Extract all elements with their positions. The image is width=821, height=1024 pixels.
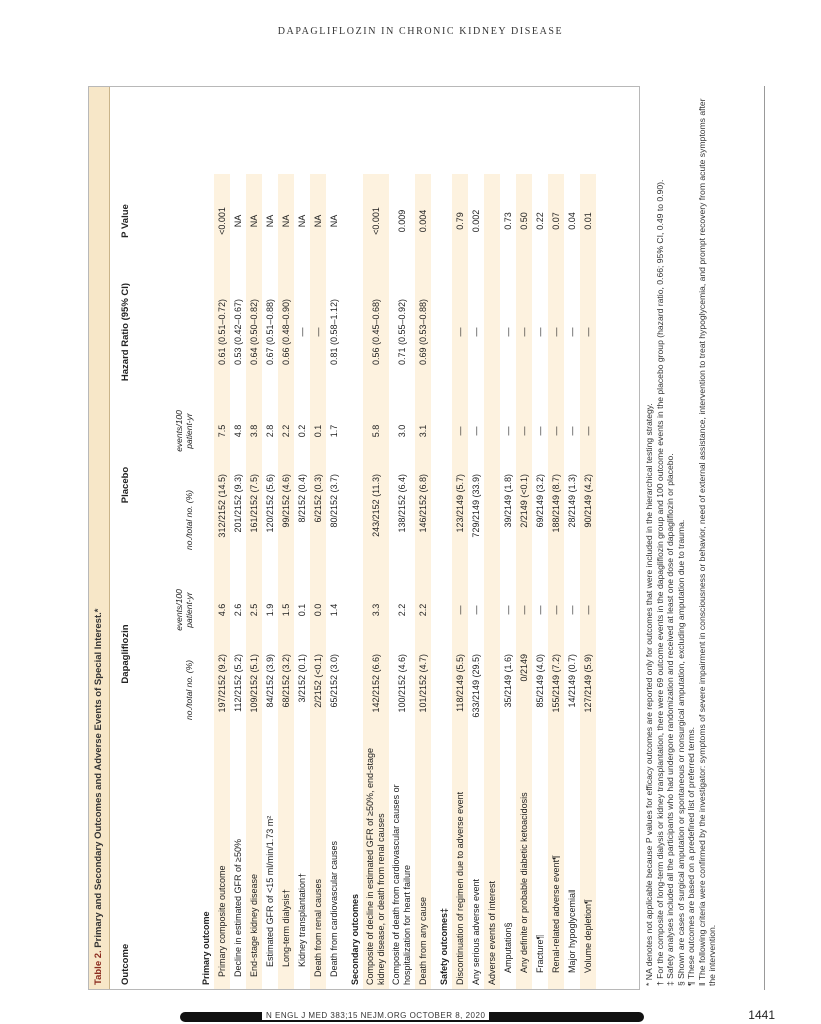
outcome-cell: Long-term dialysis†	[278, 734, 294, 989]
p-value-cell: NA	[297, 214, 307, 228]
placebo-count-cell: 39/2149 (1.8)	[503, 474, 513, 528]
dapagliflozin-rate-cell	[198, 574, 214, 646]
p-value-cell: 0.009	[396, 209, 407, 233]
outcome-cell: Fracture¶	[535, 934, 545, 973]
placebo-count-cell	[347, 466, 363, 574]
p-value-cell: 0.04	[567, 212, 577, 230]
placebo-count-cell: 188/2149 (8.7)	[548, 466, 564, 574]
outcome-cell: Composite of death from cardiovascular causes or hospitalization for heart failure	[391, 784, 412, 985]
footnote: § Shown are cases of surgical amputation or spontaneous or nonsurgical amputation, excluding amputation due to trauma.	[675, 519, 686, 986]
outcome-cell: Any serious adverse event	[471, 878, 481, 985]
placebo-rate-cell: 1.7	[329, 424, 339, 438]
hazard-ratio-cell	[436, 268, 452, 396]
outcome-cell: Any definite or probable diabetic ketoacidosis	[516, 734, 532, 989]
placebo-rate-cell: —	[516, 396, 532, 466]
hazard-ratio-cell: —	[471, 327, 481, 337]
outcome-cell: Estimated GFR of <15 ml/min/1.73 m²	[265, 815, 275, 967]
placebo-count-cell: 6/2152 (0.3)	[310, 466, 326, 574]
hazard-ratio-cell: 0.66 (0.48–0.90)	[278, 268, 294, 396]
hazard-ratio-cell: —	[535, 327, 545, 337]
dapagliflozin-count-cell: 68/2152 (3.2)	[278, 646, 294, 734]
dapagliflozin-count-cell	[484, 646, 500, 734]
hazard-ratio-cell: 0.69 (0.53–0.88)	[415, 268, 431, 396]
placebo-rate-cell: —	[580, 396, 596, 466]
placebo-rate-cell	[347, 396, 363, 466]
p-value-cell	[484, 174, 500, 268]
hazard-ratio-cell: 0.67 (0.51–0.88)	[265, 298, 275, 366]
outcome-cell: Major hypoglycemia‖	[567, 889, 577, 973]
outcome-cell: Death from cardiovascular causes	[329, 840, 339, 977]
hazard-ratio-cell: —	[452, 268, 468, 396]
p-value-cell: 0.22	[535, 212, 545, 230]
p-value-cell	[436, 174, 452, 268]
dapagliflozin-rate-cell: —	[471, 605, 481, 615]
dapagliflozin-rate-cell: 2.2	[415, 574, 431, 646]
dapagliflozin-count-cell: 100/2152 (4.6)	[396, 654, 407, 713]
placebo-count-cell: 80/2152 (3.7)	[329, 474, 339, 528]
placebo-group-header	[110, 396, 198, 574]
placebo-rate-cell: 0.1	[310, 396, 326, 466]
p-value-cell: 0.79	[452, 174, 468, 268]
dapagliflozin-count-cell: 85/2149 (4.0)	[535, 654, 545, 708]
footnote: ‡ Safety analyses included all the participants who had undergone randomization and received at least one dose of dapagliflozin or placebo.	[665, 453, 675, 986]
placebo-rate-cell	[198, 396, 214, 466]
dapagliflozin-rate-cell	[436, 574, 452, 646]
dapagliflozin-count-cell: 35/2149 (1.6)	[503, 654, 513, 708]
dapa-rate-header	[168, 574, 198, 646]
placebo-count-cell: 729/2149 (33.9)	[471, 474, 481, 538]
hazard-ratio-cell: 0.71 (0.55–0.92)	[396, 298, 407, 366]
p-value-cell: NA	[278, 174, 294, 268]
table-label: Table 2.	[93, 950, 104, 985]
dapagliflozin-count-cell: 127/2149 (5.9)	[580, 646, 596, 734]
hazard-ratio-cell: 0.56 (0.45–0.68)	[363, 268, 389, 396]
outcome-cell: Renal-related adverse event¶	[548, 734, 564, 989]
outcome-cell: Safety outcomes‡	[439, 907, 449, 985]
dapagliflozin-rate-cell	[484, 574, 500, 646]
outcome-cell: Death from renal causes	[310, 734, 326, 989]
dapagliflozin-rate-cell: —	[452, 574, 468, 646]
p-value-cell: 0.50	[516, 174, 532, 268]
placebo-count-cell: 123/2149 (5.7)	[452, 466, 468, 574]
outcome-cell: Primary outcome	[201, 911, 211, 985]
placebo-rate-cell: —	[503, 426, 513, 436]
placebo-rate-cell: 5.8	[363, 396, 389, 466]
dapagliflozin-count-cell: 109/2152 (5.1)	[246, 646, 262, 734]
hazard-ratio-cell: —	[310, 268, 326, 396]
outcome-column-header: Outcome	[120, 943, 131, 985]
placebo-rate-cell: 4.8	[233, 424, 243, 438]
outcome-cell: Secondary outcomes	[350, 893, 360, 985]
p-value-cell: 0.73	[503, 212, 513, 230]
footnote: † For the composite of long-term dialysis or kidney transplantation, there were 69 outcome events in the dapagliflozin group and 100 outcome events in the placebo group (hazard ratio, 0.66; 95% CI, 0.49 to 0.90).	[654, 179, 665, 986]
hazard-ratio-cell: 0.81 (0.58–1.12)	[329, 298, 339, 366]
p-value-cell: 0.004	[415, 174, 431, 268]
dapagliflozin-header-label: Dapagliflozin	[120, 624, 131, 684]
placebo-count-cell: 90/2149 (4.2)	[580, 466, 596, 574]
placebo-rate-cell: 0.2	[297, 424, 307, 438]
placebo-count-cell: 243/2152 (11.3)	[363, 466, 389, 574]
hazard-ratio-header: Hazard Ratio (95% CI)	[120, 282, 131, 382]
outcome-cell: Death from any cause	[415, 734, 431, 989]
page-number: 1441	[748, 1008, 775, 1022]
dapa-n-subheader: no./total no. (%)	[184, 660, 194, 721]
dapagliflozin-count-cell: 65/2152 (3.0)	[329, 654, 339, 708]
dapagliflozin-count-cell: 101/2152 (4.7)	[415, 646, 431, 734]
p-value-cell	[198, 174, 214, 268]
placebo-rate-cell: 3.0	[396, 424, 407, 438]
placebo-count-cell: 120/2152 (5.6)	[265, 474, 275, 533]
outcome-cell: Primary composite outcome	[214, 734, 230, 989]
dapagliflozin-rate-cell: 1.9	[265, 603, 275, 617]
p-value-cell: NA	[329, 214, 339, 228]
placebo-count-cell: 2/2149 (<0.1)	[516, 466, 532, 574]
dapagliflozin-rate-cell: 2.6	[233, 603, 243, 617]
hazard-ratio-cell: —	[567, 327, 577, 337]
placebo-n-subheader: no./total no. (%)	[184, 490, 194, 551]
dapagliflozin-count-cell: 155/2149 (7.2)	[548, 646, 564, 734]
placebo-rate-cell: —	[452, 396, 468, 466]
dapagliflozin-count-cell: 3/2152 (0.1)	[297, 654, 307, 703]
dapagliflozin-count-cell	[347, 646, 363, 734]
outcome-cell: Decline in estimated GFR of ≥50%	[233, 839, 243, 977]
dapagliflozin-count-cell: 112/2152 (5.2)	[233, 654, 243, 712]
placebo-count-cell: 312/2152 (14.5)	[214, 466, 230, 574]
table-body	[198, 87, 596, 989]
p-value-cell: <0.001	[214, 174, 230, 268]
placebo-count-cell: 8/2152 (0.4)	[297, 474, 307, 523]
p-value-cell: <0.001	[363, 174, 389, 268]
outcome-cell: End-stage kidney disease	[246, 734, 262, 989]
hazard-ratio-cell	[347, 268, 363, 396]
p-value-cell: 0.07	[548, 174, 564, 268]
dapagliflozin-count-cell: 14/2149 (0.7)	[567, 654, 577, 708]
placebo-count-cell: 28/2149 (1.3)	[567, 474, 577, 528]
hazard-ratio-cell: 0.61 (0.51–0.72)	[214, 268, 230, 396]
dapagliflozin-count-cell: 2/2152 (<0.1)	[310, 646, 326, 734]
dapagliflozin-rate-cell: 0.0	[310, 574, 326, 646]
p-value-cell: 0.002	[471, 209, 481, 233]
p-value-cell	[347, 174, 363, 268]
footnote-rule	[764, 86, 765, 990]
hazard-ratio-cell: —	[297, 327, 307, 337]
dapagliflozin-rate-cell: —	[580, 574, 596, 646]
outcome-cell: Composite of decline in estimated GFR of ≥50%, end-stage kidney disease, or death from renal causes	[363, 734, 389, 989]
placebo-rate-cell: —	[548, 396, 564, 466]
hazard-ratio-cell: —	[516, 268, 532, 396]
dapagliflozin-rate-cell: 1.4	[329, 603, 339, 617]
table-header	[110, 87, 198, 989]
placebo-count-cell	[436, 466, 452, 574]
placebo-rate-cell	[484, 396, 500, 466]
placebo-rate-header	[168, 396, 198, 466]
journal-citation: N ENGL J MED 383;15 NEJM.ORG OCTOBER 8, 2020	[262, 1011, 489, 1020]
placebo-count-cell: 138/2152 (6.4)	[396, 474, 407, 533]
running-header: DAPAGLIFLOZIN IN CHRONIC KIDNEY DISEASE	[277, 26, 564, 37]
placebo-rate-subheader: events/100 patient-yr	[174, 410, 194, 452]
placebo-count-cell	[484, 466, 500, 574]
dapagliflozin-rate-cell: 1.5	[278, 574, 294, 646]
dapagliflozin-group-header	[110, 574, 198, 734]
dapagliflozin-rate-cell: 2.2	[396, 603, 407, 617]
hazard-ratio-cell: 0.53 (0.42–0.67)	[233, 298, 243, 366]
table-caption	[89, 87, 110, 989]
placebo-rate-cell	[436, 396, 452, 466]
hazard-ratio-cell: —	[580, 268, 596, 396]
dapagliflozin-rate-cell: 2.5	[246, 574, 262, 646]
hazard-ratio-cell: —	[548, 268, 564, 396]
p-value-cell: NA	[310, 174, 326, 268]
dapagliflozin-rate-cell	[347, 574, 363, 646]
placebo-header-label: Placebo	[120, 466, 131, 504]
dapagliflozin-rate-cell: —	[516, 574, 532, 646]
placebo-rate-cell: —	[535, 426, 545, 436]
footnote: * NA denotes not applicable because P values for efficacy outcomes are reported only for outcomes that were included in the hierarchical testing strategy.	[644, 403, 654, 986]
p-value-cell: NA	[265, 214, 275, 228]
placebo-rate-cell: 7.5	[214, 396, 230, 466]
outcome-cell: Volume depletion¶	[580, 734, 596, 989]
dapagliflozin-rate-cell: 4.6	[214, 574, 230, 646]
placebo-rate-cell: 3.1	[415, 396, 431, 466]
dapagliflozin-rate-cell: —	[503, 605, 513, 615]
placebo-rate-cell: 3.8	[246, 396, 262, 466]
outcome-cell: Kidney transplantation†	[297, 872, 307, 967]
placebo-count-cell: 146/2152 (6.8)	[415, 466, 431, 574]
dapagliflozin-count-cell: 0/2149	[516, 646, 532, 734]
placebo-count-cell: 99/2152 (4.6)	[278, 466, 294, 574]
hazard-ratio-cell	[484, 268, 500, 396]
dapagliflozin-rate-cell: —	[535, 605, 545, 615]
table-title: Primary and Secondary Outcomes and Adverse Events of Special Interest.*	[93, 608, 104, 951]
dapagliflozin-count-cell: 142/2152 (6.6)	[363, 646, 389, 734]
rotated-table-page	[88, 86, 790, 990]
dapagliflozin-rate-cell: 0.1	[297, 603, 307, 617]
placebo-count-cell	[198, 466, 214, 574]
dapagliflozin-rate-cell: 3.3	[363, 574, 389, 646]
dapa-n-header	[168, 646, 198, 734]
table-footnotes	[644, 86, 718, 986]
placebo-count-cell: 161/2152 (7.5)	[246, 466, 262, 574]
placebo-count-cell: 201/2152 (9.3)	[233, 474, 243, 533]
dapagliflozin-rate-cell: —	[567, 605, 577, 615]
hazard-ratio-cell: —	[503, 327, 513, 337]
dapagliflozin-count-cell: 84/2152 (3.9)	[265, 654, 275, 708]
dapagliflozin-rate-cell: —	[548, 574, 564, 646]
p-value-cell: NA	[246, 174, 262, 268]
p-value-header: P Value	[120, 204, 131, 238]
p-value-cell: 0.01	[580, 174, 596, 268]
outcome-cell: Discontinuation of regimen due to adverse event	[452, 734, 468, 989]
dapagliflozin-count-cell	[198, 646, 214, 734]
placebo-count-cell: 69/2149 (3.2)	[535, 474, 545, 528]
dapagliflozin-count-cell: 118/2149 (5.5)	[452, 646, 468, 734]
footnote: ¶ These outcomes are based on a predefined list of preferred terms.	[686, 726, 696, 986]
placebo-rate-cell: 2.2	[278, 396, 294, 466]
results-table	[88, 86, 640, 990]
footnote: ‖ The following criteria were confirmed by the investigator: symptoms of severe impairment in consciousness or behavior, need of external assistance, intervention to treat hypoglycemia, and prompt recovery from acute symptoms after the intervention.	[696, 98, 717, 986]
placebo-rate-cell: —	[567, 426, 577, 436]
placebo-rate-cell: —	[471, 426, 481, 436]
outcome-cell: Adverse events of interest	[484, 734, 500, 989]
dapa-rate-subheader: events/100 patient-yr	[174, 589, 194, 631]
hazard-ratio-cell	[198, 268, 214, 396]
hazard-ratio-cell: 0.64 (0.50–0.82)	[246, 268, 262, 396]
placebo-rate-cell: 2.8	[265, 424, 275, 438]
dapagliflozin-count-cell: 633/2149 (29.5)	[471, 654, 481, 718]
placebo-n-header	[168, 466, 198, 574]
p-value-cell: NA	[233, 214, 243, 228]
dapagliflozin-count-cell	[436, 646, 452, 734]
outcome-cell: Amputation§	[503, 922, 513, 973]
dapagliflozin-count-cell: 197/2152 (9.2)	[214, 646, 230, 734]
